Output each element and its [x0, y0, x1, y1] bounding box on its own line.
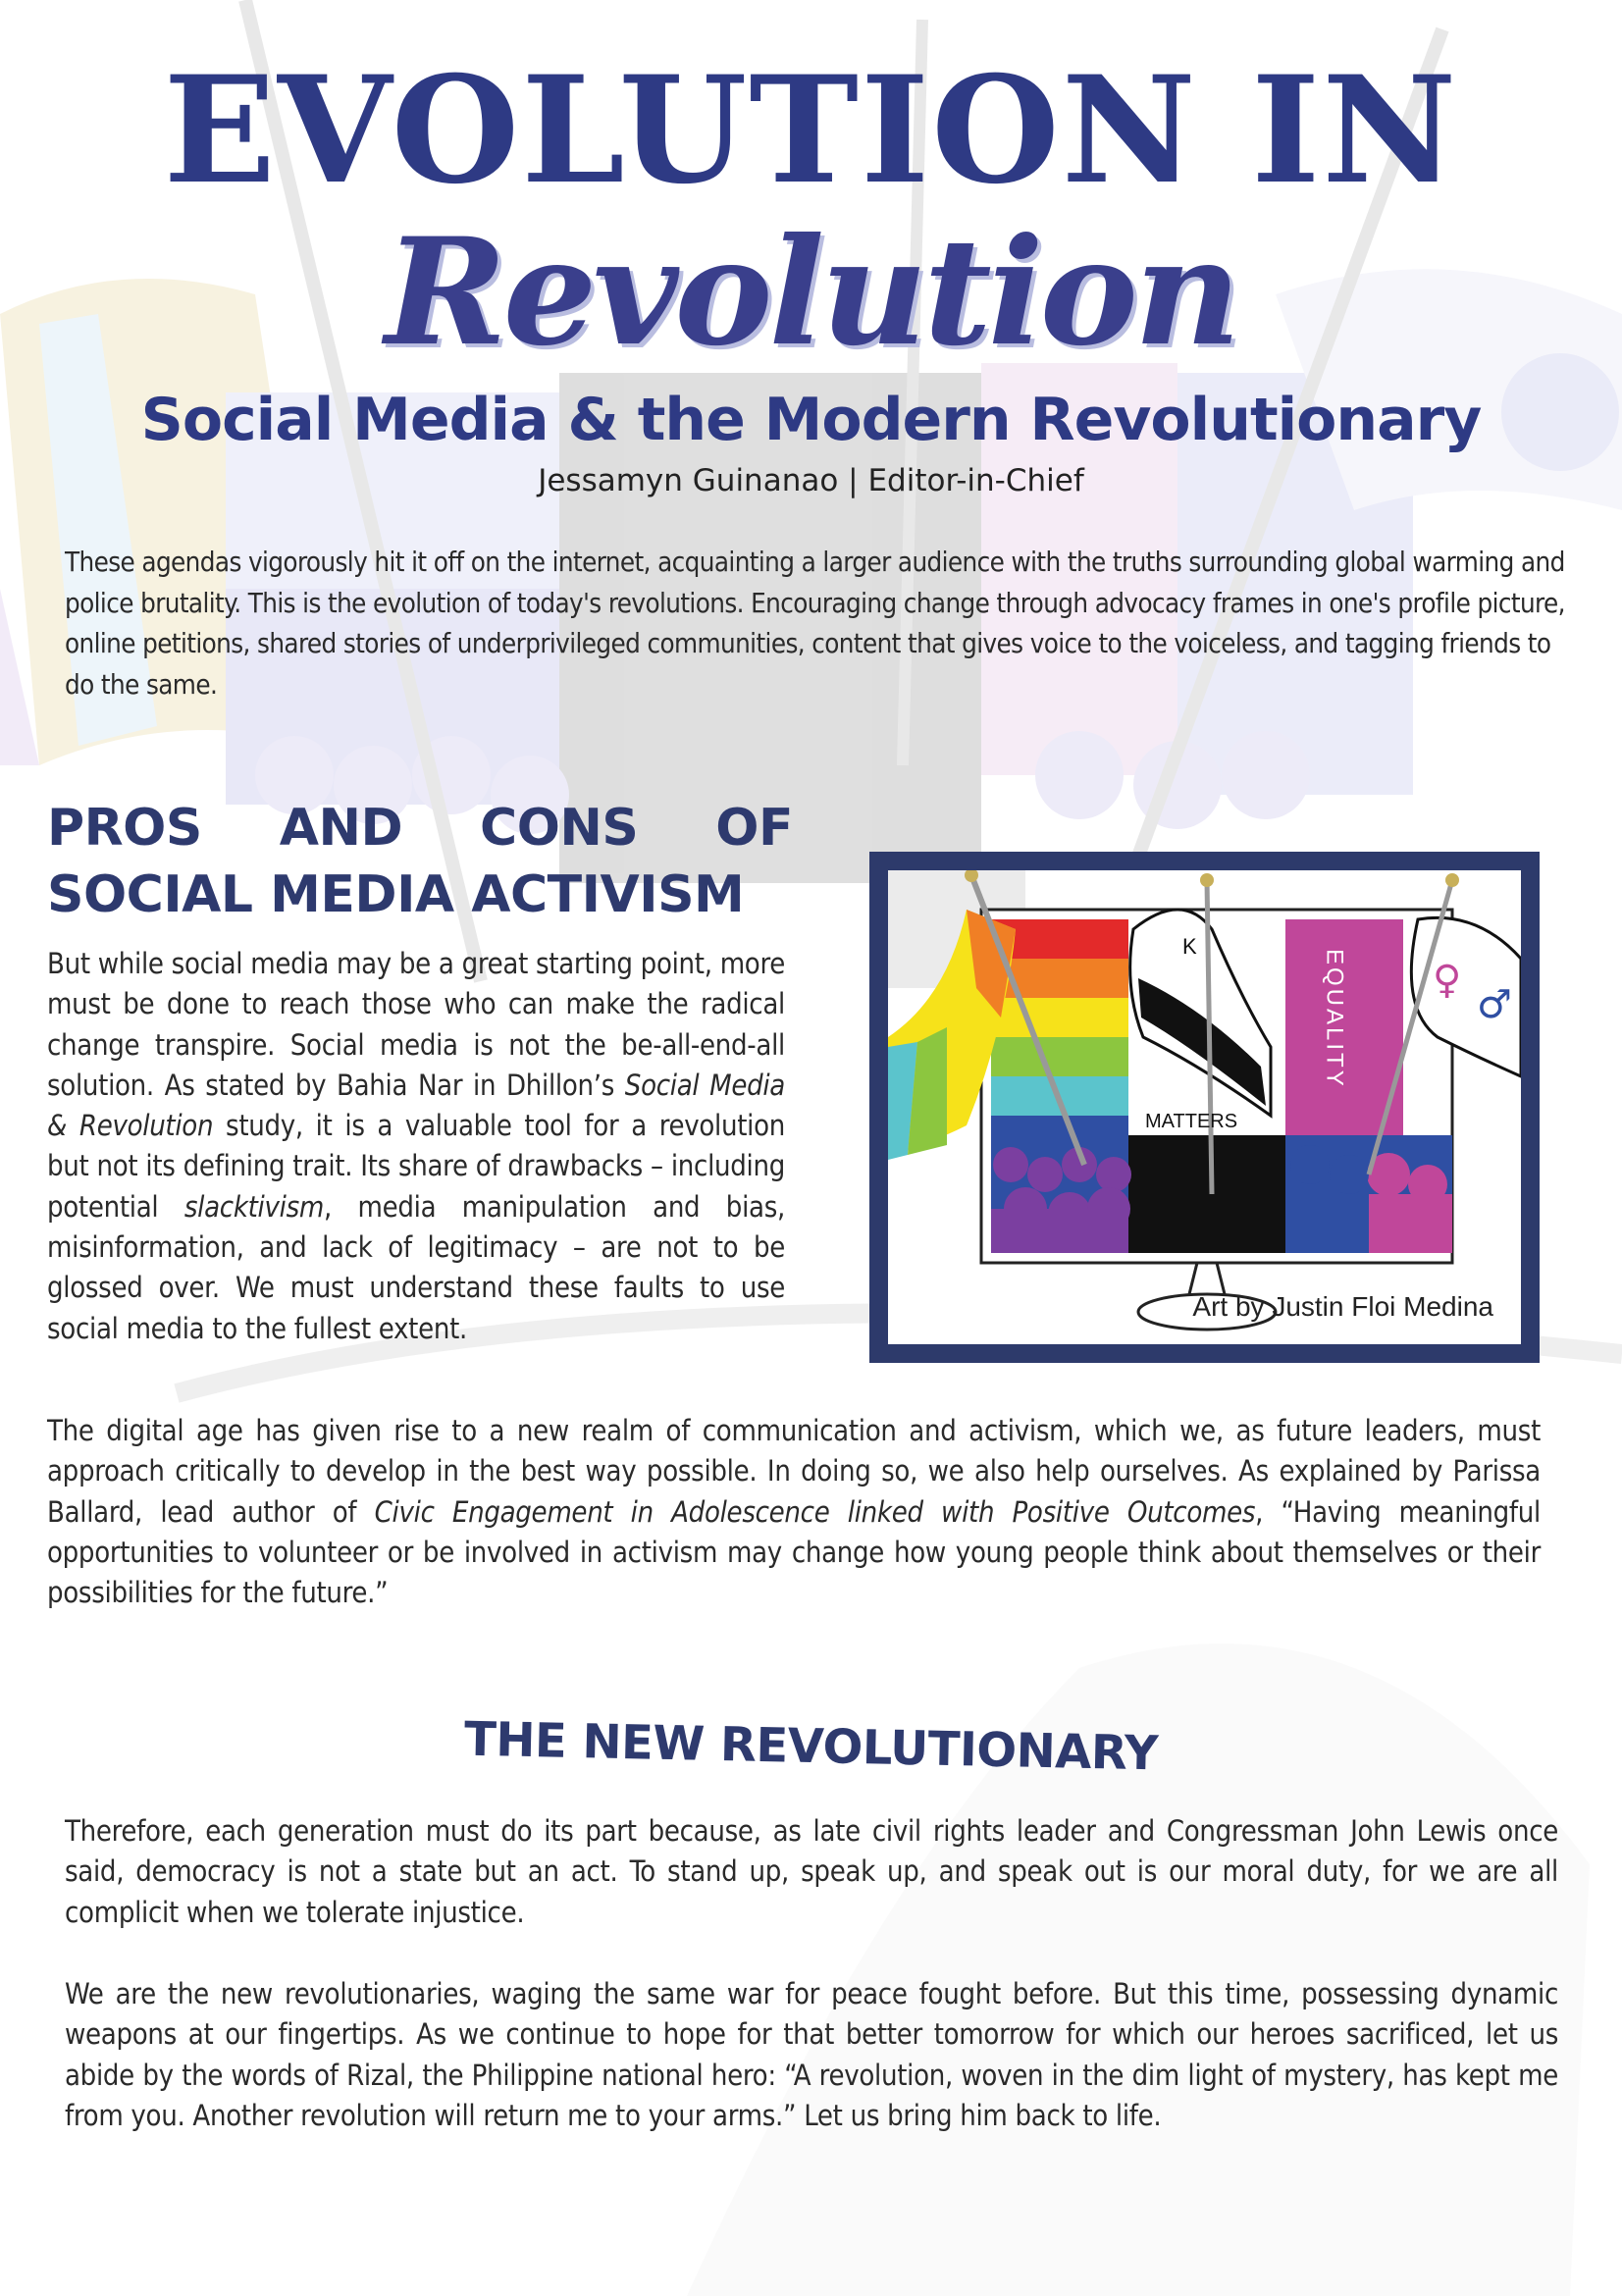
female-symbol-icon: ♀ — [1433, 958, 1462, 1003]
banner-text-vertical: EQUALITY — [1321, 949, 1348, 1089]
text-run: study, it is a valuable tool for a revolution but not its defining trait. Its share of drawbacks – including potential — [47, 1109, 785, 1224]
artwork-illustration — [888, 870, 1521, 1344]
byline: Jessamyn Guinanao | Editor-in-Chief — [538, 463, 1084, 498]
banner-text-top: K — [1182, 934, 1197, 959]
italic-title: Social Media & Revolution — [47, 1068, 785, 1143]
banner-text-bottom: MATTERS — [1145, 1111, 1238, 1132]
art-credit: Art by Justin Floi Medina — [1192, 1291, 1493, 1322]
artwork-frame — [869, 852, 1540, 1363]
text-run: , media manipulation and bias, misinformation, and lack of legitimacy – are not to be glossed over. We must understand these faults to use social media to the fullest extent. — [47, 1189, 785, 1345]
italic-term: slacktivism — [183, 1189, 324, 1224]
title-main: EVOLUTION IN — [163, 44, 1459, 217]
new-revolutionary-paragraph-1: Therefore, each generation must do its part because, as late civil rights leader and Congressman John Lewis once said, democracy is not a state but an act. To stand up, speak up, and speak out is our moral duty, for we are all complicit when we tolerate injustice. — [65, 1814, 1558, 1929]
text-run: The digital age has given rise to a new realm of communication and activism, which we, as future leaders, must approach critically to develop in the best way possible. In doing so, we also help ourselves. As explained by Parissa Ballard, lead author of — [47, 1414, 1541, 1529]
text-run: But while social media may be a great starting point, more must be done to reach those who can make the radical change transpire. Social media is not the be-all-end-all solution. As stated by Bahia Nar in Dhillon’s — [47, 947, 786, 1102]
intro-paragraph: These agendas vigorously hit it off on the internet, acquainting a larger audience with the truths surrounding global warming and police brutality. This is the evolution of today's revolutions. Encouraging change through advocacy frames in one's profile picture, online petitions, shared stories of underprivileged communities, content that gives voice to the voiceless, and tagging friends to do the same. — [65, 547, 1565, 701]
new-revolutionary-paragraph-2: We are the new revolutionaries, waging the same war for peace fought before. But this time, possessing dynamic weapons at our fingertips. As we continue to hope for that better tomorrow for which our heroes sacrificed, let us abide by the words of Rizal, the Philippine national hero: “A revolution, woven in the dim light of mystery, has kept me from you. Another revolution will return me to your arms.” Let us bring him back to life. — [65, 1977, 1558, 2132]
section-heading-pros-cons: PROS AND CONS OF SOCIAL MEDIA ACTIVISM — [47, 799, 793, 924]
male-symbol-icon: ♂ — [1477, 982, 1512, 1027]
pros-cons-paragraph — [47, 944, 785, 1349]
section-heading-new-revolutionary: THE NEW REVOLUTIONARY — [463, 1711, 1159, 1782]
text-run: , “Having meaningful opportunities to volunteer or be involved in activism may change how young people think about themselves or their possibilities for the future.” — [47, 1494, 1541, 1610]
subtitle: Social Media & the Modern Revolutionary — [140, 386, 1482, 454]
title-script: Revolution — [385, 206, 1237, 379]
digital-age-paragraph — [47, 1411, 1541, 1613]
italic-title: Civic Engagement in Adolescence linked with Positive Outcomes — [374, 1494, 1256, 1529]
